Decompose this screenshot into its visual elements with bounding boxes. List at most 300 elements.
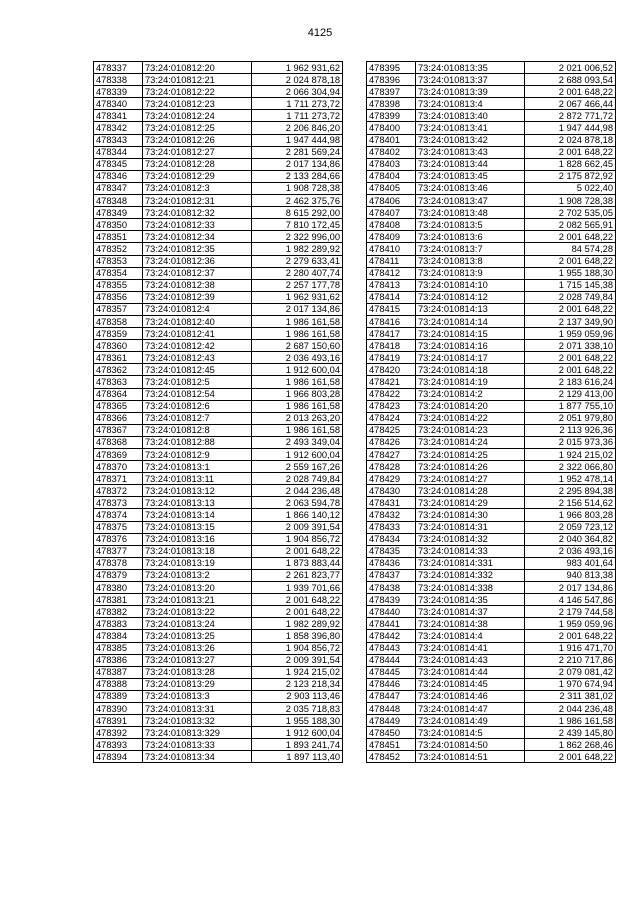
table-row xyxy=(367,158,616,170)
value-cell: 2 079 081,42 xyxy=(525,666,616,678)
value-cell: 1 986 161,58 xyxy=(252,328,343,340)
row-number-cell: 478385 xyxy=(94,642,143,654)
value-cell: 2 001 648,22 xyxy=(252,606,343,618)
cadastral-number-cell: 73:24:010814:17 xyxy=(416,352,525,364)
value-cell: 2 175 872,92 xyxy=(525,170,616,182)
row-number-cell: 478391 xyxy=(94,715,143,727)
cadastral-number-cell: 73:24:010813:19 xyxy=(143,557,252,569)
row-number-cell: 478437 xyxy=(367,569,416,581)
cadastral-number-cell: 73:24:010814:23 xyxy=(416,424,525,436)
row-number-cell: 478431 xyxy=(367,497,416,509)
value-cell: 2 001 648,22 xyxy=(525,303,616,315)
table-row xyxy=(367,315,616,327)
table-row xyxy=(94,533,343,545)
row-number-cell: 478415 xyxy=(367,303,416,315)
row-number-cell: 478446 xyxy=(367,678,416,690)
value-cell: 1 916 471,70 xyxy=(525,642,616,654)
value-cell: 1 959 059,96 xyxy=(525,618,616,630)
value-cell: 2 179 744,58 xyxy=(525,606,616,618)
table-row xyxy=(94,678,343,690)
cadastral-number-cell: 73:24:010812:5 xyxy=(143,376,252,388)
cadastral-number-cell: 73:24:010814:50 xyxy=(416,739,525,751)
table-row xyxy=(94,146,343,158)
row-number-cell: 478367 xyxy=(94,424,143,436)
row-number-cell: 478372 xyxy=(94,485,143,497)
row-number-cell: 478408 xyxy=(367,219,416,231)
table-row xyxy=(367,388,616,400)
value-cell: 1 897 113,40 xyxy=(252,751,343,763)
value-cell: 1 952 478,14 xyxy=(525,473,616,485)
row-number-cell: 478356 xyxy=(94,291,143,303)
row-number-cell: 478400 xyxy=(367,122,416,134)
cadastral-number-cell: 73:24:010814:25 xyxy=(416,449,525,461)
table-row xyxy=(94,364,343,376)
table-row xyxy=(94,582,343,594)
cadastral-number-cell: 73:24:010813:9 xyxy=(416,267,525,279)
table-row xyxy=(367,219,616,231)
value-cell: 2 071 338,10 xyxy=(525,340,616,352)
table-row xyxy=(94,424,343,436)
table-row xyxy=(94,727,343,739)
table-row xyxy=(367,461,616,473)
table-row xyxy=(94,62,343,74)
row-number-cell: 478395 xyxy=(367,62,416,74)
row-number-cell: 478351 xyxy=(94,231,143,243)
table-row xyxy=(367,110,616,122)
value-cell: 2 024 878,18 xyxy=(252,74,343,86)
row-number-cell: 478368 xyxy=(94,436,143,448)
table-row xyxy=(94,400,343,412)
value-cell: 1 828 662,45 xyxy=(525,158,616,170)
cadastral-number-cell: 73:24:010812:3 xyxy=(143,182,252,194)
value-cell: 1 908 728,38 xyxy=(252,182,343,194)
value-cell: 2 001 648,22 xyxy=(252,545,343,557)
table-row xyxy=(367,751,616,763)
row-number-cell: 478338 xyxy=(94,74,143,86)
row-number-cell: 478450 xyxy=(367,727,416,739)
cadastral-number-cell: 73:24:010814:49 xyxy=(416,715,525,727)
row-number-cell: 478349 xyxy=(94,207,143,219)
value-cell: 2 059 723,12 xyxy=(525,521,616,533)
row-number-cell: 478402 xyxy=(367,146,416,158)
table-row xyxy=(94,110,343,122)
value-cell: 2 439 145,80 xyxy=(525,727,616,739)
cadastral-number-cell: 73:24:010814:45 xyxy=(416,678,525,690)
table-row xyxy=(94,473,343,485)
table-row xyxy=(367,545,616,557)
value-cell: 2 001 648,22 xyxy=(525,86,616,98)
value-cell: 1 939 701,66 xyxy=(252,582,343,594)
cadastral-number-cell: 73:24:010813:32 xyxy=(143,715,252,727)
value-cell: 2 001 648,22 xyxy=(525,751,616,763)
cadastral-number-cell: 73:24:010813:15 xyxy=(143,521,252,533)
cadastral-number-cell: 73:24:010814:41 xyxy=(416,642,525,654)
table-row xyxy=(94,86,343,98)
table-row xyxy=(94,74,343,86)
cadastral-number-cell: 73:24:010812:39 xyxy=(143,291,252,303)
table-row xyxy=(367,195,616,207)
table-row xyxy=(367,86,616,98)
value-cell: 2 036 493,16 xyxy=(525,545,616,557)
table-row xyxy=(94,509,343,521)
row-number-cell: 478419 xyxy=(367,352,416,364)
right-data-table xyxy=(366,61,616,763)
row-number-cell: 478354 xyxy=(94,267,143,279)
row-number-cell: 478444 xyxy=(367,654,416,666)
table-row xyxy=(367,376,616,388)
row-number-cell: 478407 xyxy=(367,207,416,219)
value-cell: 1 986 161,58 xyxy=(252,424,343,436)
value-cell: 1 711 273,72 xyxy=(252,110,343,122)
row-number-cell: 478438 xyxy=(367,582,416,594)
cadastral-number-cell: 73:24:010812:40 xyxy=(143,315,252,327)
table-row xyxy=(367,134,616,146)
cadastral-number-cell: 73:24:010813:37 xyxy=(416,74,525,86)
value-cell: 4 146 547,86 xyxy=(525,594,616,606)
table-row xyxy=(367,182,616,194)
table-row xyxy=(367,582,616,594)
cadastral-number-cell: 73:24:010813:29 xyxy=(143,678,252,690)
table-row xyxy=(94,376,343,388)
left-data-table xyxy=(93,61,343,763)
table-row xyxy=(94,158,343,170)
table-row xyxy=(367,364,616,376)
table-row xyxy=(94,315,343,327)
cadastral-number-cell: 73:24:010813:45 xyxy=(416,170,525,182)
value-cell: 1 912 600,04 xyxy=(252,364,343,376)
cadastral-number-cell: 73:24:010812:20 xyxy=(143,62,252,74)
value-cell: 2 295 894,38 xyxy=(525,485,616,497)
value-cell: 2 183 616,24 xyxy=(525,376,616,388)
value-cell: 2 129 413,00 xyxy=(525,388,616,400)
cadastral-number-cell: 73:24:010813:4 xyxy=(416,98,525,110)
row-number-cell: 478346 xyxy=(94,170,143,182)
row-number-cell: 478440 xyxy=(367,606,416,618)
value-cell: 1 947 444,98 xyxy=(525,122,616,134)
cadastral-number-cell: 73:24:010813:5 xyxy=(416,219,525,231)
value-cell: 2 082 565,91 xyxy=(525,219,616,231)
value-cell: 2 035 718,83 xyxy=(252,702,343,714)
row-number-cell: 478445 xyxy=(367,666,416,678)
value-cell: 1 904 856,72 xyxy=(252,642,343,654)
cadastral-number-cell: 73:24:010814:32 xyxy=(416,533,525,545)
table-row xyxy=(94,569,343,581)
table-row xyxy=(367,279,616,291)
value-cell: 1 924 215,02 xyxy=(252,666,343,678)
cadastral-number-cell: 73:24:010814:2 xyxy=(416,388,525,400)
value-cell: 1 862 268,46 xyxy=(525,739,616,751)
table-row xyxy=(367,739,616,751)
value-cell: 1 986 161,58 xyxy=(525,715,616,727)
table-row xyxy=(367,678,616,690)
row-number-cell: 478447 xyxy=(367,690,416,702)
value-cell: 2 017 134,86 xyxy=(252,303,343,315)
cadastral-number-cell: 73:24:010813:31 xyxy=(143,702,252,714)
cadastral-number-cell: 73:24:010812:35 xyxy=(143,243,252,255)
row-number-cell: 478377 xyxy=(94,545,143,557)
value-cell: 1 955 188,30 xyxy=(525,267,616,279)
row-number-cell: 478388 xyxy=(94,678,143,690)
row-number-cell: 478433 xyxy=(367,521,416,533)
cadastral-number-cell: 73:24:010813:27 xyxy=(143,654,252,666)
row-number-cell: 478428 xyxy=(367,461,416,473)
cadastral-number-cell: 73:24:010813:39 xyxy=(416,86,525,98)
value-cell: 2 702 535,05 xyxy=(525,207,616,219)
row-number-cell: 478396 xyxy=(367,74,416,86)
cadastral-number-cell: 73:24:010812:8 xyxy=(143,424,252,436)
row-number-cell: 478412 xyxy=(367,267,416,279)
value-cell: 1 955 188,30 xyxy=(252,715,343,727)
table-row xyxy=(367,509,616,521)
cadastral-number-cell: 73:24:010812:9 xyxy=(143,449,252,461)
table-row xyxy=(367,424,616,436)
row-number-cell: 478378 xyxy=(94,557,143,569)
table-row xyxy=(367,654,616,666)
row-number-cell: 478360 xyxy=(94,340,143,352)
table-row xyxy=(94,545,343,557)
table-row xyxy=(367,642,616,654)
value-cell: 1 982 289,92 xyxy=(252,243,343,255)
cadastral-number-cell: 73:24:010814:12 xyxy=(416,291,525,303)
table-row xyxy=(367,62,616,74)
row-number-cell: 478404 xyxy=(367,170,416,182)
cadastral-number-cell: 73:24:010813:7 xyxy=(416,243,525,255)
row-number-cell: 478429 xyxy=(367,473,416,485)
table-row xyxy=(94,461,343,473)
cadastral-number-cell: 73:24:010814:26 xyxy=(416,461,525,473)
value-cell: 5 022,40 xyxy=(525,182,616,194)
cadastral-number-cell: 73:24:010814:18 xyxy=(416,364,525,376)
value-cell: 1 962 931,62 xyxy=(252,291,343,303)
cadastral-number-cell: 73:24:010812:24 xyxy=(143,110,252,122)
table-row xyxy=(94,702,343,714)
row-number-cell: 478451 xyxy=(367,739,416,751)
value-cell: 1 858 396,80 xyxy=(252,630,343,642)
cadastral-number-cell: 73:24:010814:46 xyxy=(416,690,525,702)
value-cell: 2 113 926,36 xyxy=(525,424,616,436)
value-cell: 2 280 407,74 xyxy=(252,267,343,279)
row-number-cell: 478389 xyxy=(94,690,143,702)
row-number-cell: 478394 xyxy=(94,751,143,763)
table-row xyxy=(367,243,616,255)
row-number-cell: 478344 xyxy=(94,146,143,158)
table-row xyxy=(367,606,616,618)
value-cell: 1 962 931,62 xyxy=(252,62,343,74)
cadastral-number-cell: 73:24:010812:23 xyxy=(143,98,252,110)
value-cell: 2 257 177,78 xyxy=(252,279,343,291)
table-row xyxy=(94,134,343,146)
value-cell: 2 687 150,60 xyxy=(252,340,343,352)
table-row xyxy=(94,255,343,267)
row-number-cell: 478426 xyxy=(367,436,416,448)
table-row xyxy=(367,594,616,606)
value-cell: 2 322 996,00 xyxy=(252,231,343,243)
value-cell: 2 001 648,22 xyxy=(252,594,343,606)
row-number-cell: 478418 xyxy=(367,340,416,352)
value-cell: 1 966 803,28 xyxy=(252,388,343,400)
row-number-cell: 478409 xyxy=(367,231,416,243)
table-row xyxy=(367,449,616,461)
cadastral-number-cell: 73:24:010813:14 xyxy=(143,509,252,521)
cadastral-number-cell: 73:24:010814:38 xyxy=(416,618,525,630)
value-cell: 2 688 093,54 xyxy=(525,74,616,86)
row-number-cell: 478374 xyxy=(94,509,143,521)
value-cell: 2 017 134,86 xyxy=(252,158,343,170)
row-number-cell: 478375 xyxy=(94,521,143,533)
cadastral-number-cell: 73:24:010813:18 xyxy=(143,545,252,557)
table-row xyxy=(94,412,343,424)
cadastral-number-cell: 73:24:010813:13 xyxy=(143,497,252,509)
row-number-cell: 478340 xyxy=(94,98,143,110)
cadastral-number-cell: 73:24:010812:6 xyxy=(143,400,252,412)
table-row xyxy=(367,352,616,364)
value-cell: 2 028 749,84 xyxy=(525,291,616,303)
table-row xyxy=(94,170,343,182)
row-number-cell: 478443 xyxy=(367,642,416,654)
row-number-cell: 478403 xyxy=(367,158,416,170)
cadastral-number-cell: 73:24:010813:20 xyxy=(143,582,252,594)
value-cell: 2 903 113,46 xyxy=(252,690,343,702)
table-row xyxy=(94,98,343,110)
cadastral-number-cell: 73:24:010813:24 xyxy=(143,618,252,630)
row-number-cell: 478366 xyxy=(94,412,143,424)
row-number-cell: 478427 xyxy=(367,449,416,461)
cadastral-number-cell: 73:24:010812:32 xyxy=(143,207,252,219)
cadastral-number-cell: 73:24:010813:2 xyxy=(143,569,252,581)
table-row xyxy=(367,473,616,485)
row-number-cell: 478430 xyxy=(367,485,416,497)
value-cell: 1 866 140,12 xyxy=(252,509,343,521)
table-row xyxy=(367,485,616,497)
table-row xyxy=(94,182,343,194)
cadastral-number-cell: 73:24:010813:26 xyxy=(143,642,252,654)
cadastral-number-cell: 73:24:010814:13 xyxy=(416,303,525,315)
row-number-cell: 478364 xyxy=(94,388,143,400)
cadastral-number-cell: 73:24:010813:46 xyxy=(416,182,525,194)
table-row xyxy=(367,328,616,340)
table-row xyxy=(94,328,343,340)
value-cell: 2 015 973,36 xyxy=(525,436,616,448)
row-number-cell: 478411 xyxy=(367,255,416,267)
value-cell: 1 893 241,74 xyxy=(252,739,343,751)
table-row xyxy=(367,727,616,739)
value-cell: 2 001 648,22 xyxy=(525,255,616,267)
row-number-cell: 478436 xyxy=(367,557,416,569)
row-number-cell: 478348 xyxy=(94,195,143,207)
row-number-cell: 478442 xyxy=(367,630,416,642)
value-cell: 2 021 006,52 xyxy=(525,62,616,74)
cadastral-number-cell: 73:24:010813:22 xyxy=(143,606,252,618)
cadastral-number-cell: 73:24:010814:331 xyxy=(416,557,525,569)
row-number-cell: 478365 xyxy=(94,400,143,412)
value-cell: 2 001 648,22 xyxy=(525,630,616,642)
cadastral-number-cell: 73:24:010812:43 xyxy=(143,352,252,364)
cadastral-number-cell: 73:24:010814:24 xyxy=(416,436,525,448)
cadastral-number-cell: 73:24:010814:51 xyxy=(416,751,525,763)
table-row xyxy=(94,521,343,533)
value-cell: 2 137 349,90 xyxy=(525,315,616,327)
row-number-cell: 478363 xyxy=(94,376,143,388)
value-cell: 1 970 674,94 xyxy=(525,678,616,690)
value-cell: 1 873 883,44 xyxy=(252,557,343,569)
table-row xyxy=(94,618,343,630)
row-number-cell: 478384 xyxy=(94,630,143,642)
value-cell: 8 615 292,00 xyxy=(252,207,343,219)
row-number-cell: 478361 xyxy=(94,352,143,364)
value-cell: 2 024 878,18 xyxy=(525,134,616,146)
table-row xyxy=(94,340,343,352)
cadastral-number-cell: 73:24:010813:8 xyxy=(416,255,525,267)
table-row xyxy=(94,666,343,678)
table-row xyxy=(94,279,343,291)
value-cell: 2 462 375,76 xyxy=(252,195,343,207)
table-row xyxy=(94,497,343,509)
value-cell: 2 066 304,94 xyxy=(252,86,343,98)
cadastral-number-cell: 73:24:010812:42 xyxy=(143,340,252,352)
row-number-cell: 478353 xyxy=(94,255,143,267)
value-cell: 1 947 444,98 xyxy=(252,134,343,146)
cadastral-number-cell: 73:24:010814:22 xyxy=(416,412,525,424)
value-cell: 2 311 381,02 xyxy=(525,690,616,702)
cadastral-number-cell: 73:24:010813:11 xyxy=(143,473,252,485)
row-number-cell: 478355 xyxy=(94,279,143,291)
row-number-cell: 478410 xyxy=(367,243,416,255)
table-row xyxy=(94,654,343,666)
row-number-cell: 478339 xyxy=(94,86,143,98)
value-cell: 1 986 161,58 xyxy=(252,376,343,388)
table-row xyxy=(367,303,616,315)
cadastral-number-cell: 73:24:010814:5 xyxy=(416,727,525,739)
row-number-cell: 478371 xyxy=(94,473,143,485)
page-number: 4125 xyxy=(307,27,333,39)
cadastral-number-cell: 73:24:010812:22 xyxy=(143,86,252,98)
row-number-cell: 478359 xyxy=(94,328,143,340)
cadastral-number-cell: 73:24:010814:28 xyxy=(416,485,525,497)
row-number-cell: 478399 xyxy=(367,110,416,122)
table-row xyxy=(367,557,616,569)
table-row xyxy=(94,557,343,569)
cadastral-number-cell: 73:24:010813:42 xyxy=(416,134,525,146)
cadastral-number-cell: 73:24:010812:26 xyxy=(143,134,252,146)
value-cell: 2 156 514,62 xyxy=(525,497,616,509)
cadastral-number-cell: 73:24:010812:38 xyxy=(143,279,252,291)
row-number-cell: 478424 xyxy=(367,412,416,424)
value-cell: 983 401,64 xyxy=(525,557,616,569)
table-row xyxy=(94,751,343,763)
value-cell: 2 210 717,86 xyxy=(525,654,616,666)
table-row xyxy=(367,412,616,424)
cadastral-number-cell: 73:24:010813:41 xyxy=(416,122,525,134)
value-cell: 2 013 263,20 xyxy=(252,412,343,424)
row-number-cell: 478381 xyxy=(94,594,143,606)
table-row xyxy=(367,231,616,243)
value-cell: 1 924 215,02 xyxy=(525,449,616,461)
row-number-cell: 478452 xyxy=(367,751,416,763)
cadastral-number-cell: 73:24:010813:25 xyxy=(143,630,252,642)
table-row xyxy=(94,606,343,618)
value-cell: 1 959 059,96 xyxy=(525,328,616,340)
row-number-cell: 478337 xyxy=(94,62,143,74)
value-cell: 84 574,28 xyxy=(525,243,616,255)
cadastral-number-cell: 73:24:010812:88 xyxy=(143,436,252,448)
value-cell: 2 281 569,24 xyxy=(252,146,343,158)
table-row xyxy=(94,122,343,134)
table-row xyxy=(367,715,616,727)
cadastral-number-cell: 73:24:010814:33 xyxy=(416,545,525,557)
cadastral-number-cell: 73:24:010813:21 xyxy=(143,594,252,606)
value-cell: 2 261 823,77 xyxy=(252,569,343,581)
value-cell: 2 028 749,84 xyxy=(252,473,343,485)
